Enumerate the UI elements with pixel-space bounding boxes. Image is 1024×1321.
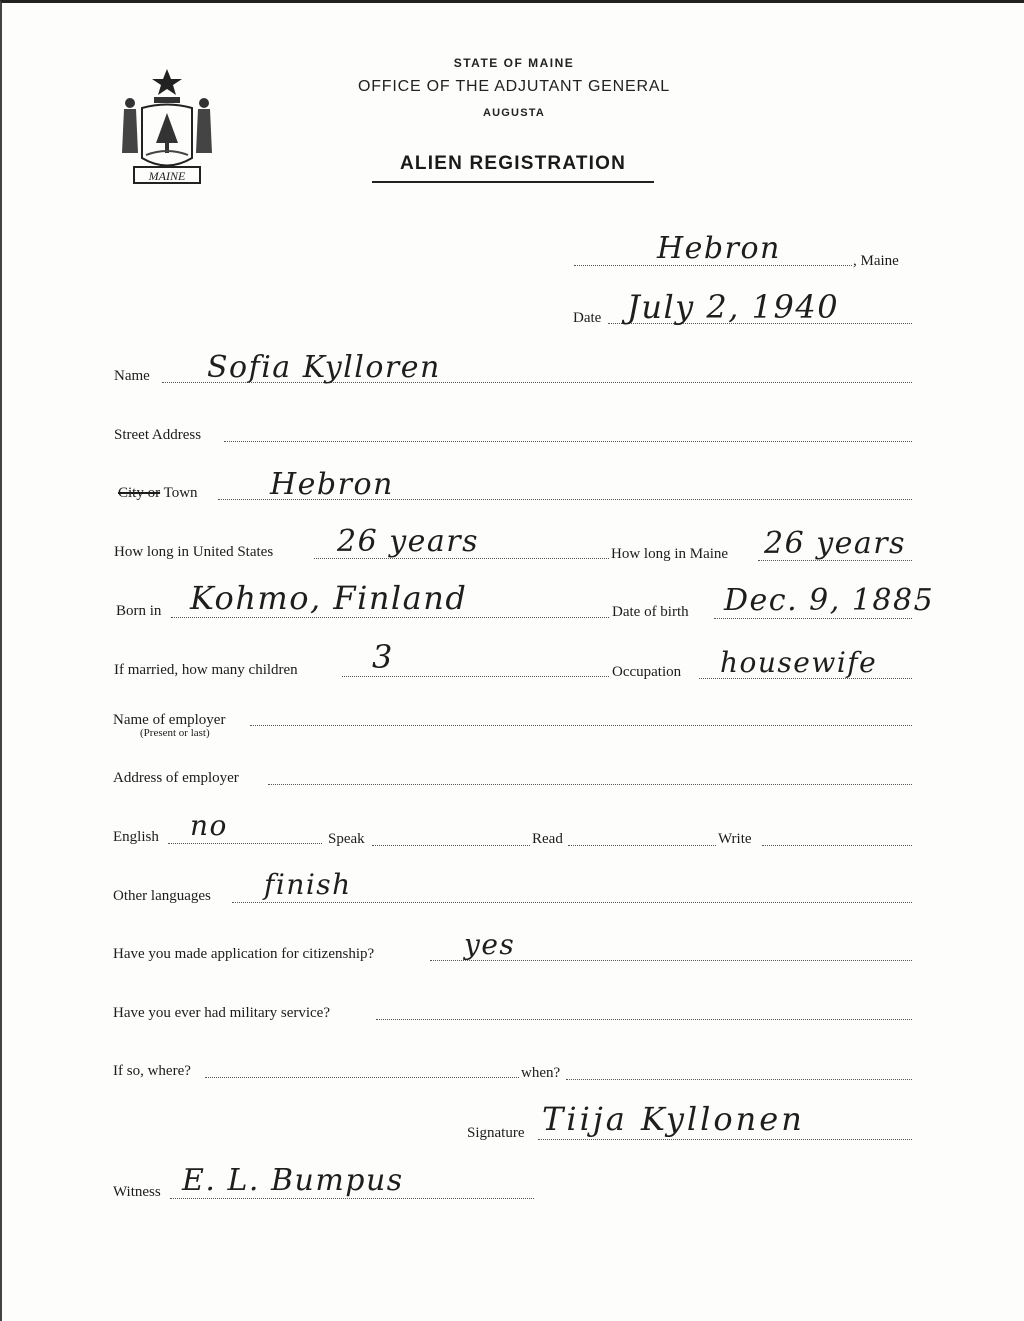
employer-name-line <box>250 725 912 726</box>
street-address-label: Street Address <box>114 427 202 443</box>
other-languages-label: Other languages <box>113 888 211 904</box>
employer-name-label: Name of employer <box>113 712 226 728</box>
read-line <box>568 845 716 846</box>
other-languages-value[interactable]: finish <box>264 868 352 901</box>
seal-text: MAINE <box>148 169 186 183</box>
how-long-us-label: How long in United States <box>114 544 274 560</box>
town-label: Town <box>163 485 198 501</box>
english-value[interactable]: no <box>190 809 228 842</box>
born-in-value[interactable]: Kohmo, Finland <box>190 579 468 617</box>
form-title: ALIEN REGISTRATION <box>372 153 654 183</box>
if-so-where-label: If so, where? <box>113 1063 191 1079</box>
signature-line <box>538 1139 912 1140</box>
witness-line <box>170 1198 534 1199</box>
date-label: Date <box>573 310 602 326</box>
witness-value[interactable]: E. L. Bumpus <box>182 1163 404 1198</box>
town-value[interactable]: Hebron <box>270 467 394 502</box>
witness-label: Witness <box>113 1184 161 1200</box>
if-so-where-line <box>205 1077 519 1078</box>
city-or-struck-label: City or <box>118 485 161 501</box>
children-label: If married, how many children <box>114 662 298 678</box>
how-long-maine-value[interactable]: 26 years <box>764 526 907 561</box>
signature-value[interactable]: Tiija Kyllonen <box>542 1100 805 1138</box>
occupation-value[interactable]: housewife <box>720 646 878 679</box>
town-label-group <box>118 485 198 502</box>
military-line <box>376 1019 912 1020</box>
citizenship-label: Have you made application for citizenship? <box>113 946 375 962</box>
born-in-line <box>171 617 609 618</box>
place-value[interactable]: Hebron <box>657 231 781 266</box>
speak-label: Speak <box>328 831 365 847</box>
when-line <box>566 1079 912 1080</box>
date-value[interactable]: July 2, 1940 <box>627 288 840 326</box>
place-suffix-label: , Maine <box>853 253 899 269</box>
speak-line <box>372 845 530 846</box>
other-languages-line <box>232 902 912 903</box>
write-line <box>762 845 912 846</box>
occupation-label: Occupation <box>612 664 682 680</box>
how-long-us-value[interactable]: 26 years <box>337 524 480 559</box>
signature-label: Signature <box>467 1125 525 1141</box>
header-office: OFFICE OF THE ADJUTANT GENERAL <box>357 78 671 95</box>
employer-address-label: Address of employer <box>113 770 239 786</box>
employer-address-line <box>268 784 912 785</box>
when-label: when? <box>521 1065 561 1081</box>
date-of-birth-label: Date of birth <box>612 604 689 620</box>
children-line <box>342 676 609 677</box>
street-address-line <box>224 441 912 442</box>
write-label: Write <box>718 831 752 847</box>
children-value[interactable]: 3 <box>372 638 394 676</box>
read-label: Read <box>532 831 563 847</box>
how-long-maine-label: How long in Maine <box>611 546 729 562</box>
english-line <box>168 843 322 844</box>
header-state: STATE OF MAINE <box>453 56 575 70</box>
name-value[interactable]: Sofia Kylloren <box>207 350 441 385</box>
citizenship-value[interactable]: yes <box>464 928 516 961</box>
english-label: English <box>113 829 159 845</box>
military-label: Have you ever had military service? <box>113 1005 330 1021</box>
employer-name-sublabel: (Present or last) <box>140 727 210 739</box>
date-of-birth-line <box>714 618 912 619</box>
name-label: Name <box>114 368 150 384</box>
born-in-label: Born in <box>116 603 162 619</box>
header-city: AUGUSTA <box>483 107 545 119</box>
date-of-birth-value[interactable]: Dec. 9, 1885 <box>724 583 935 618</box>
